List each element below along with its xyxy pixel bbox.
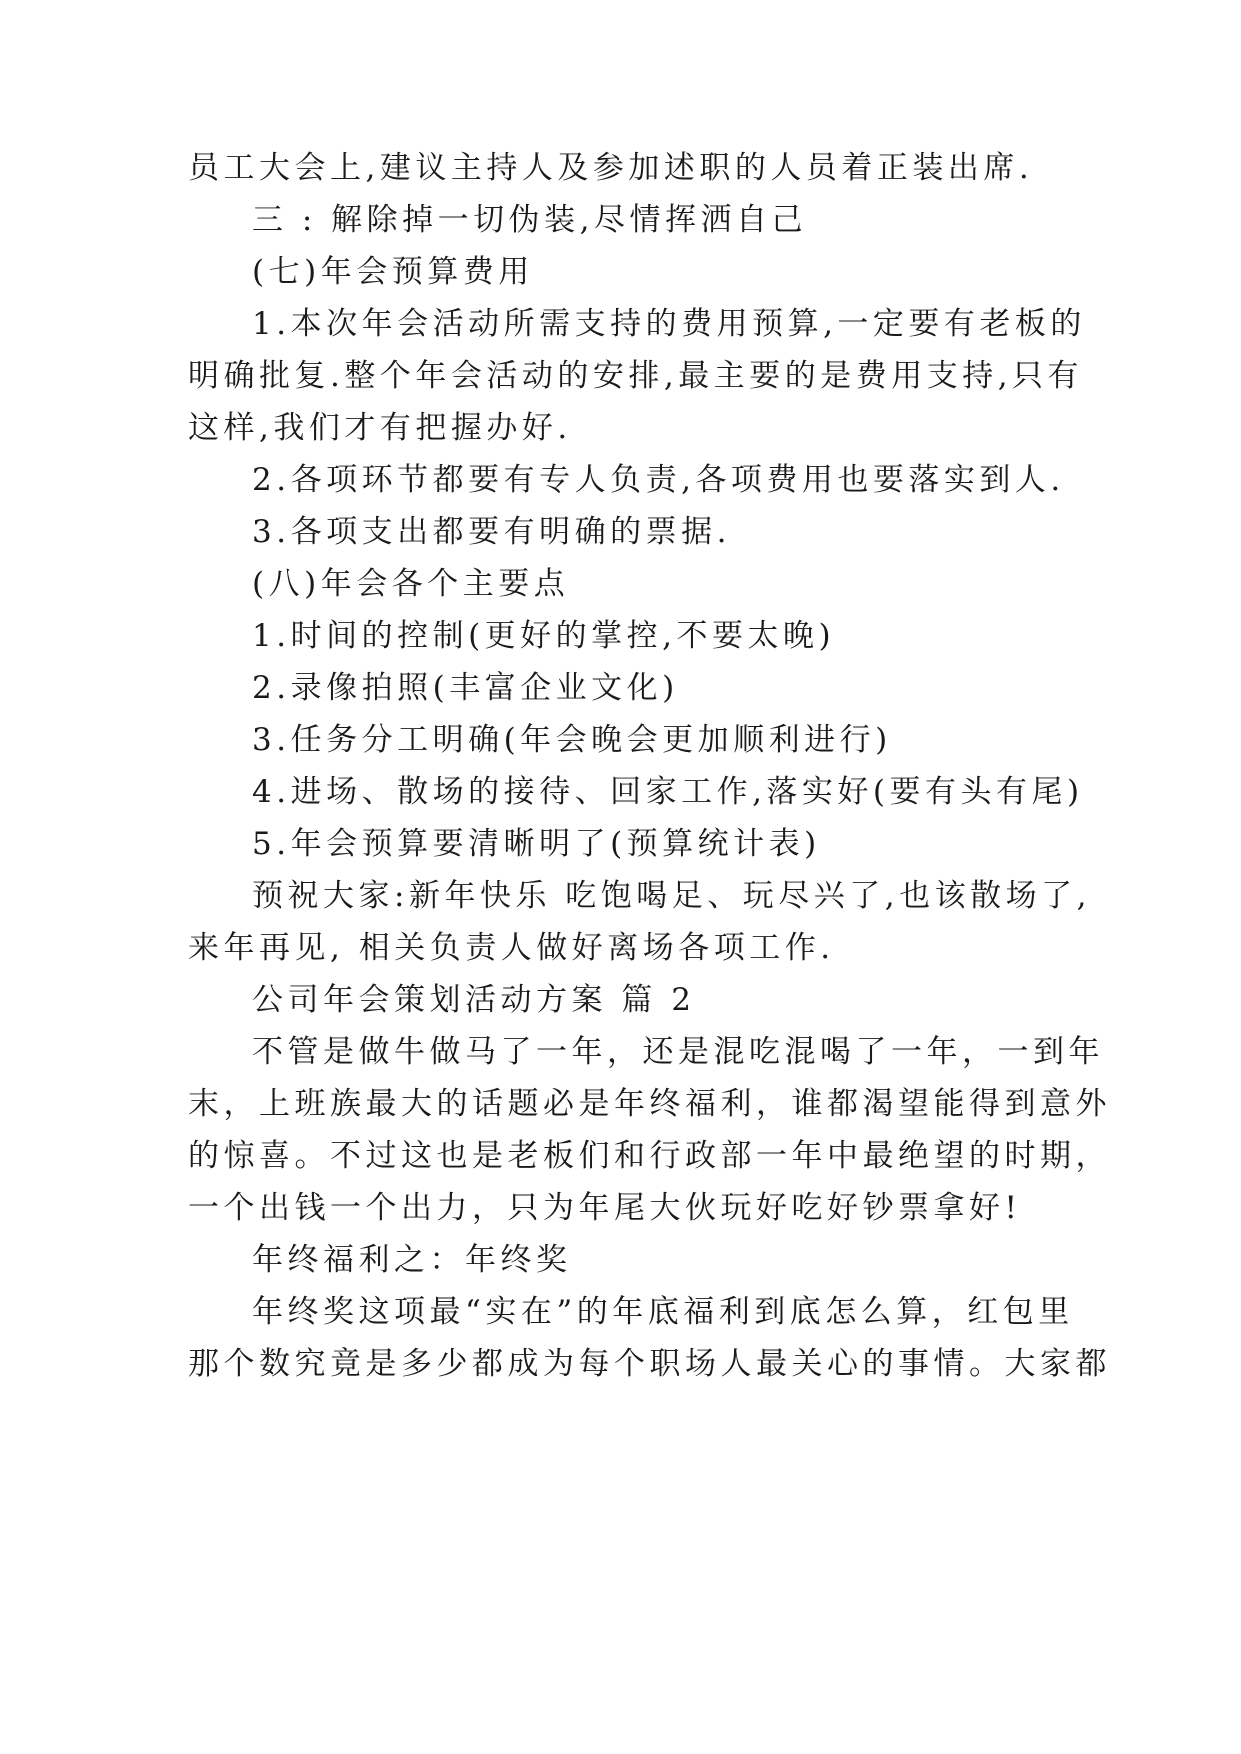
paragraph-line: 末，上班族最大的话题必是年终福利，谁都渴望能得到意外 bbox=[188, 1086, 1111, 1122]
paragraph-line: 预祝大家:新年快乐 吃饱喝足、玩尽兴了,也该散场了, bbox=[252, 878, 1092, 914]
paragraph-line: 年终奖这项最“实在”的年底福利到底怎么算，红包里 bbox=[252, 1294, 1074, 1330]
list-item: 1.时间的控制(更好的掌控,不要太晚) bbox=[252, 618, 836, 654]
paragraph-line: 这样,我们才有把握办好. bbox=[188, 410, 572, 446]
paragraph-line: 的惊喜。不过这也是老板们和行政部一年中最绝望的时期， bbox=[188, 1138, 1111, 1174]
paragraph-line: 不管是做牛做马了一年，还是混吃混喝了一年，一到年 bbox=[252, 1034, 1104, 1070]
list-item: 5.年会预算要清晰明了(预算统计表) bbox=[252, 826, 821, 862]
list-item: 2.录像拍照(丰富企业文化) bbox=[252, 670, 679, 706]
list-item: 3.任务分工明确(年会晚会更加顺利进行) bbox=[252, 722, 892, 758]
paragraph-line: 那个数究竟是多少都成为每个职场人最关心的事情。大家都 bbox=[188, 1346, 1111, 1382]
subsection-heading-8: (八)年会各个主要点 bbox=[252, 566, 570, 602]
paragraph-line: 来年再见, 相关负责人做好离场各项工作. bbox=[188, 930, 835, 966]
list-item: 3.各项支出都要有明确的票据. bbox=[252, 514, 731, 550]
subsection-heading-7: (七)年会预算费用 bbox=[252, 254, 534, 290]
paragraph-line: 明确批复.整个年会活动的安排,最主要的是费用支持,只有 bbox=[188, 358, 1084, 394]
text-line-1: 员工大会上,建议主持人及参加述职的人员着正装出席. bbox=[188, 150, 1034, 186]
section-heading-3: 三 : 解除掉一切伪装,尽情挥洒自己 bbox=[252, 202, 808, 238]
list-item: 4.进场、散场的接待、回家工作,落实好(要有头有尾) bbox=[252, 774, 1084, 810]
list-item: 2.各项环节都要有专人负责,各项费用也要落实到人. bbox=[252, 462, 1065, 498]
subsection-heading-bonus: 年终福利之：年终奖 bbox=[252, 1242, 572, 1278]
paragraph-line: 1.本次年会活动所需支持的费用预算,一定要有老板的 bbox=[252, 306, 1086, 342]
paragraph-line: 一个出钱一个出力，只为年尾大伙玩好吃好钞票拿好! bbox=[188, 1190, 1022, 1226]
article-heading: 公司年会策划活动方案 篇 2 bbox=[252, 982, 696, 1018]
